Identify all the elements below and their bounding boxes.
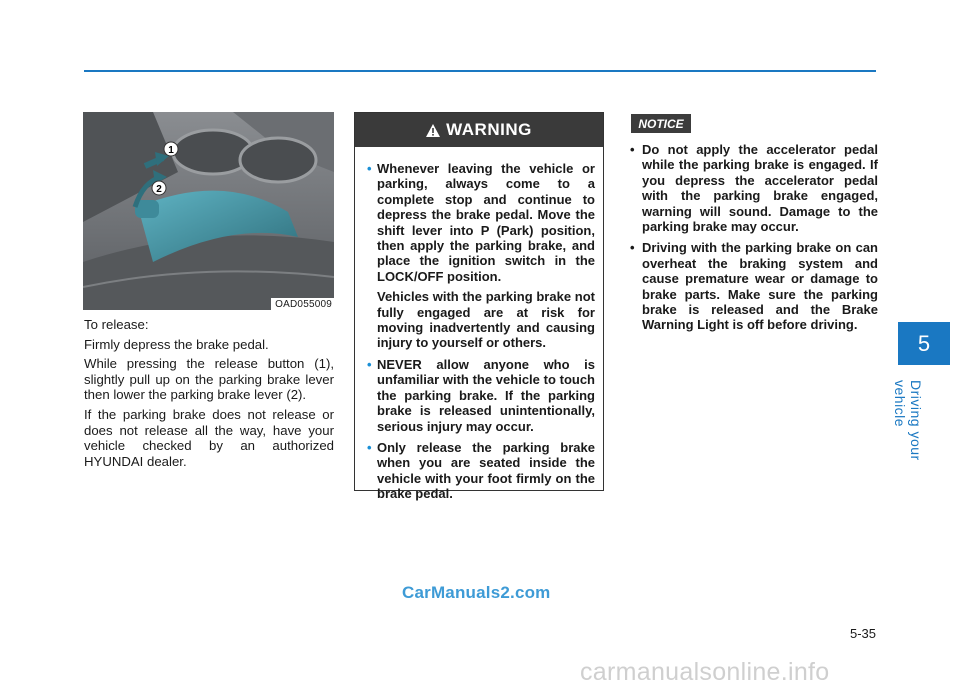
page-number: 5-35 (849, 626, 876, 641)
notice-list (630, 142, 878, 339)
console-illustration (83, 112, 334, 310)
warning-text: NEVER allow anyone who is unfamiliar with the vehicle to touch the parking brake. If the parking brake is released unintentionally, serious injury may occur. (377, 356, 595, 434)
warning-list (355, 147, 603, 502)
warning-text: Only release the parking brake when you are seated inside the vehicle with your foot firmly on the brake pedal. (377, 439, 595, 502)
warning-header (355, 113, 603, 147)
bullet-icon: • (367, 356, 372, 372)
notice-text: Driving with the parking brake on can overheat the braking system and cause premature wear or damage to brake parts. Make sure the parking brake is released and the Brake Warning Light is off before driving. (642, 240, 878, 333)
left-paragraph: Firmly depress the brake pedal. (84, 336, 269, 352)
warning-triangle-icon (426, 124, 440, 137)
warning-title: WARNING (446, 120, 532, 139)
parking-brake-figure (83, 112, 334, 310)
watermark-footer: carmanualsonline.info (580, 658, 830, 686)
bullet-icon: • (630, 142, 635, 157)
left-paragraph: To release: (84, 317, 149, 332)
left-paragraph: While pressing the release button (1), slightly pull up on the parking brake lever then lower the parking brake lever (2). (84, 356, 334, 403)
release-instructions (84, 317, 334, 473)
notice-item (630, 142, 878, 234)
warning-item (367, 440, 595, 502)
warning-text: Whenever leaving the vehicle or parking, always come to a complete stop and continue to depress the brake pedal. Move the shift lever into P (Park) position, then apply the parking brake, and place the ignition switch in the LOCK/OFF position. (377, 161, 595, 284)
warning-box (354, 112, 604, 502)
callout-2-label: 2 (156, 184, 162, 195)
notice-text: Do not apply the accelerator pedal while the parking brake is engaged. If you depress the accelerator pedal with the parking brake engaged, warning will sound. Damage to the parking brake may occur. (642, 142, 878, 235)
warning-item (367, 161, 595, 351)
top-rule (84, 70, 876, 72)
left-paragraph: If the parking brake does not release or does not release all the way, have your vehicle checked by an authorized HYUNDAI dealer. (84, 406, 334, 469)
chapter-tab[interactable]: 5 (898, 322, 950, 365)
bullet-icon: • (367, 439, 372, 455)
figure-code: OAD055009 (271, 298, 334, 310)
warning-text: Vehicles with the parking brake not fully engaged are at risk for moving inadvertently and causing injury to yourself or others. (377, 289, 595, 351)
watermark-link[interactable]: CarManuals2.com (402, 583, 551, 602)
notice-item (630, 240, 878, 332)
chapter-title: Driving your vehicle (892, 380, 924, 461)
warning-item (367, 357, 595, 434)
bullet-icon: • (367, 161, 372, 176)
bullet-icon: • (630, 240, 635, 256)
callout-1-label: 1 (168, 145, 174, 156)
notice-tag: NOTICE (631, 114, 691, 133)
